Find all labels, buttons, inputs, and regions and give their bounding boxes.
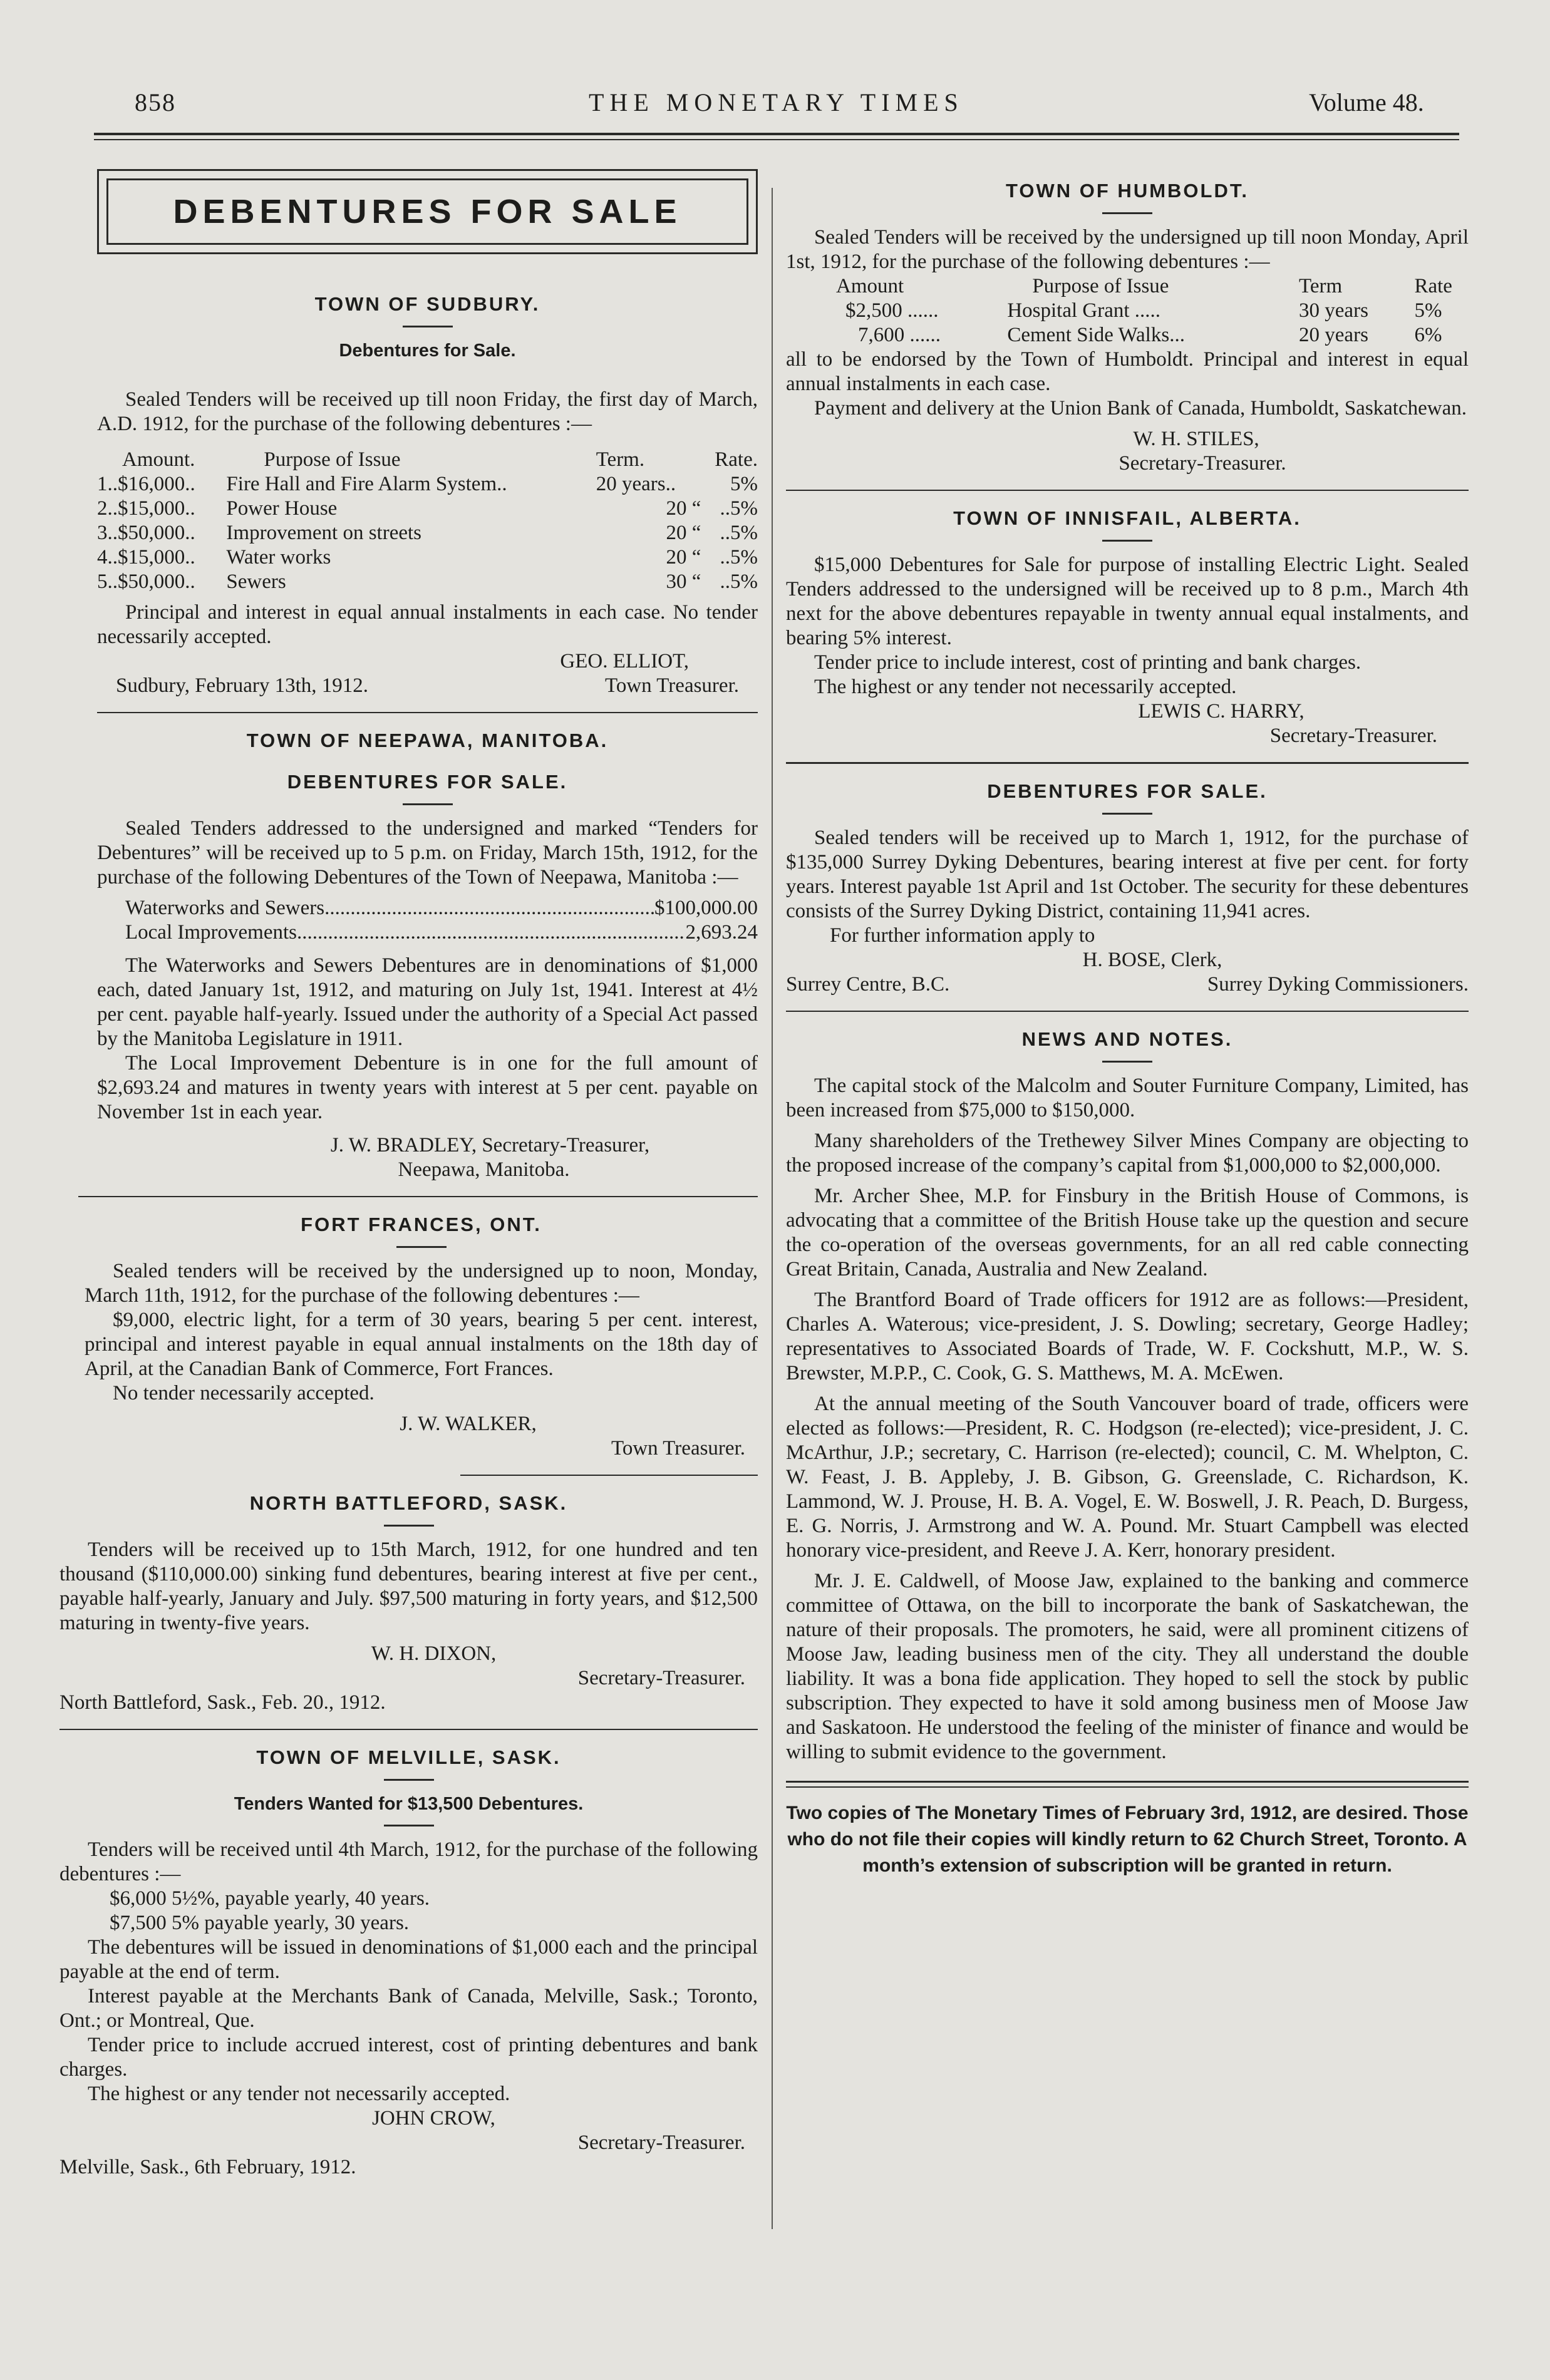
surrey-paragraph: For further information apply to bbox=[830, 924, 1095, 947]
section-divider bbox=[786, 1011, 1469, 1012]
north-battleford-title: NORTH BATTLEFORD, SASK. bbox=[249, 1492, 568, 1514]
row-rate: ..5% bbox=[720, 497, 758, 520]
innisfail-title: TOWN OF INNISFAIL, ALBERTA. bbox=[953, 507, 1301, 529]
innisfail-paragraph: $15,000 Debentures for Sale for purpose of installing Electric Light. Sealed Tenders addressed to the undersigned will be received up to 8 p.m., March 4th next for the above debentures repayable in twenty annual equal instalments, and bearing 5% interest. bbox=[786, 554, 1469, 649]
innisfail-notice bbox=[786, 506, 1469, 748]
short-rule bbox=[384, 1525, 434, 1527]
banner-title: DEBENTURES FOR SALE bbox=[173, 193, 682, 230]
short-rule bbox=[403, 803, 453, 805]
table-row bbox=[97, 545, 758, 570]
sudbury-footer bbox=[97, 674, 758, 698]
right-column bbox=[786, 178, 1469, 1898]
humboldt-paragraph: all to be endorsed by the Town of Humboldt. Principal and interest in equal annual instalments in each case. bbox=[786, 348, 1469, 395]
fort-frances-title: FORT FRANCES, ONT. bbox=[301, 1213, 542, 1235]
fort-frances-paragraph: $9,000, electric light, for a term of 30 years, bearing 5 per cent. interest, principal and interest payable in equal annual instalments on the 18th day of April, at the Canadian Bank of Commerce, Fort Frances. bbox=[85, 1309, 758, 1380]
neepawa-signer-place: Neepawa, Manitoba. bbox=[398, 1158, 570, 1181]
row-rate: 5% bbox=[730, 473, 758, 495]
row-rate: 5% bbox=[1414, 299, 1442, 322]
row-purpose: Power House bbox=[226, 497, 338, 520]
leader-dots bbox=[324, 896, 654, 920]
surrey-paragraph: Sealed tenders will be received up to March 1, 1912, for the purchase of $135,000 Surrey Dyking Debentures, bearing interest at five per cent. for forty years. Interest payable 1st April and 1st October. The security for these debentures consists of the Surrey Dyking District, containing 11,941 acres. bbox=[786, 827, 1469, 922]
short-rule bbox=[1102, 212, 1152, 214]
news-paragraph: Mr. J. E. Caldwell, of Moose Jaw, explained to the banking and commerce committee of Ottawa, on the bill to incorporate the bank of Saskatchewan, the nature of their proposals. The promoters, he said, were all prominent citizens of Moose Jaw, leading business men of the city. They all understand the double liability. It was a bona fide application. They hoped to sell the stock by public subscription. They expected to have it sold among business men of Moose Jaw and Saskatoon. He understood the feeling of the minister of finance and would be willing to submit evidence to the government. bbox=[786, 1570, 1469, 1763]
news-paragraph: Many shareholders of the Trethewey Silver Mines Company are objecting to the proposed increase of the company’s capital from $1,000,000 to $2,000,000. bbox=[786, 1130, 1469, 1177]
surrey-signer: H. BOSE, Clerk, bbox=[1082, 949, 1222, 971]
col-rate: Rate bbox=[1414, 275, 1452, 297]
north-battleford-place-date: North Battleford, Sask., Feb. 20., 1912. bbox=[59, 1691, 386, 1714]
north-battleford-signer: W. H. DIXON, bbox=[371, 1642, 497, 1665]
section-divider bbox=[460, 1475, 758, 1476]
fort-frances-notice bbox=[85, 1212, 758, 1461]
section-divider bbox=[78, 1196, 758, 1197]
col-purpose: Purpose of Issue bbox=[1032, 275, 1169, 297]
item-label: Local Improvements bbox=[125, 921, 297, 944]
row-term: 20 “ bbox=[666, 522, 701, 544]
neepawa-notice bbox=[97, 728, 758, 1182]
row-amount: 3..$50,000.. bbox=[97, 522, 195, 544]
col-amount: Amount bbox=[836, 275, 904, 297]
row-purpose: Cement Side Walks... bbox=[1007, 324, 1185, 346]
neepawa-signer: J. W. BRADLEY, Secretary-Treasurer, bbox=[330, 1134, 650, 1157]
table-header-row bbox=[97, 448, 758, 472]
melville-notice bbox=[59, 1745, 758, 2180]
humboldt-paragraph: Payment and delivery at the Union Bank of Canada, Humboldt, Saskatchewan. bbox=[814, 397, 1467, 420]
item-value: $100,000.00 bbox=[654, 897, 758, 919]
sudbury-table bbox=[97, 448, 758, 594]
col-purpose: Purpose of Issue bbox=[264, 448, 401, 471]
neepawa-subtitle: DEBENTURES FOR SALE. bbox=[287, 771, 568, 793]
row-purpose: Sewers bbox=[226, 570, 286, 593]
melville-paragraph: Interest payable at the Merchants Bank of Canada, Melville, Sask.; Toronto, Ont.; or Montreal, Que. bbox=[59, 1985, 758, 2032]
humboldt-signer: W. H. STILES, bbox=[1133, 428, 1259, 450]
fort-frances-signer: J. W. WALKER, bbox=[400, 1413, 537, 1435]
table-row bbox=[97, 497, 758, 521]
humboldt-notice bbox=[786, 178, 1469, 476]
neepawa-title: TOWN OF NEEPAWA, MANITOBA. bbox=[246, 729, 609, 751]
fort-frances-paragraph: No tender necessarily accepted. bbox=[113, 1382, 375, 1404]
section-divider bbox=[786, 1781, 1469, 1783]
item-value: 2,693.24 bbox=[685, 921, 758, 944]
sudbury-note: Principal and interest in equal annual instalments in each case. No tender necessarily accepted. bbox=[97, 601, 758, 648]
col-term: Term. bbox=[596, 448, 645, 471]
short-rule bbox=[1102, 540, 1152, 542]
melville-item: $6,000 5½%, payable yearly, 40 years. bbox=[110, 1887, 430, 1910]
innisfail-signer: LEWIS C. HARRY, bbox=[1138, 700, 1305, 723]
innisfail-paragraph: The highest or any tender not necessarily accepted. bbox=[814, 676, 1237, 698]
fort-frances-signer-title: Town Treasurer. bbox=[611, 1437, 745, 1460]
innisfail-signer-title: Secretary-Treasurer. bbox=[1269, 724, 1437, 747]
news-title: NEWS AND NOTES. bbox=[1021, 1028, 1233, 1050]
row-amount: 7,600 ...... bbox=[858, 324, 941, 346]
neepawa-intro: Sealed Tenders addressed to the undersigned and marked “Tenders for Debentures” will be received up to 5 p.m. on Friday, March 15th, 1912, for the purchase of the following Debentures of the Town of Neepawa, Manitoba :— bbox=[97, 817, 758, 889]
short-rule bbox=[403, 326, 453, 327]
row-amount: 1..$16,000.. bbox=[97, 473, 195, 495]
volume-label: Volume 48. bbox=[1309, 88, 1424, 116]
news-paragraph: Mr. Archer Shee, M.P. for Finsbury in the British House of Commons, is advocating that a committee of the British House take up the question and secure the co-operation of the overseas governments, for an all red cable connecting Great Britain, Canada, Australia and New Zealand. bbox=[786, 1185, 1469, 1280]
sudbury-subtitle: Debentures for Sale. bbox=[339, 341, 516, 361]
short-rule bbox=[1102, 813, 1152, 815]
row-amount: 2..$15,000.. bbox=[97, 497, 195, 520]
row-term: 20 “ bbox=[666, 497, 701, 520]
melville-item: $7,500 5% payable yearly, 30 years. bbox=[110, 1912, 410, 1934]
short-rule bbox=[384, 1779, 434, 1781]
row-term: 30 years bbox=[1299, 299, 1368, 322]
melville-paragraph: The debentures will be issued in denominations of $1,000 each and the principal payable at the end of term. bbox=[59, 1936, 758, 1983]
sudbury-notice bbox=[97, 292, 758, 698]
north-battleford-signer-title: Secretary-Treasurer. bbox=[577, 1667, 745, 1689]
row-rate: ..5% bbox=[720, 546, 758, 569]
section-divider-thin bbox=[786, 1786, 1469, 1788]
row-rate: 6% bbox=[1414, 324, 1442, 346]
table-row bbox=[786, 299, 1469, 323]
row-purpose: Water works bbox=[226, 546, 331, 569]
melville-signer: JOHN CROW, bbox=[372, 2107, 495, 2130]
short-rule bbox=[1102, 1061, 1152, 1063]
news-section bbox=[786, 1027, 1469, 1764]
sudbury-signer-title: Town Treasurer. bbox=[604, 674, 739, 697]
neepawa-paragraph: The Local Improvement Debenture is in one for the full amount of $2,693.24 and matures in twenty years with interest at 5 per cent. payable on November 1st in each year. bbox=[97, 1052, 758, 1123]
table-header-row bbox=[786, 274, 1469, 299]
surrey-signer-title: Surrey Dyking Commissioners. bbox=[1207, 973, 1469, 996]
item-label: Waterworks and Sewers bbox=[125, 897, 325, 919]
row-amount: 5..$50,000.. bbox=[97, 570, 195, 593]
subscription-notice: Two copies of The Monetary Times of February 3rd, 1912, are desired. Those who do not file their copies will kindly return to 62 Church Street, Toronto. A month’s extension of subscription will be granted in return. bbox=[786, 1803, 1469, 1876]
col-term: Term bbox=[1299, 275, 1343, 297]
table-row bbox=[97, 521, 758, 545]
sudbury-place-date: Sudbury, February 13th, 1912. bbox=[116, 674, 368, 697]
sudbury-signer: GEO. ELLIOT, bbox=[560, 650, 689, 672]
journal-title: THE MONETARY TIMES bbox=[589, 88, 964, 116]
header-rule bbox=[94, 133, 1459, 135]
humboldt-signer-title: Secretary-Treasurer. bbox=[1119, 452, 1286, 475]
melville-title: TOWN OF MELVILLE, SASK. bbox=[256, 1746, 561, 1768]
header-rule-thin bbox=[94, 139, 1459, 140]
row-purpose: Improvement on streets bbox=[226, 522, 422, 544]
section-divider bbox=[97, 712, 758, 713]
north-battleford-notice bbox=[59, 1491, 758, 1715]
surrey-title: DEBENTURES FOR SALE. bbox=[987, 780, 1268, 802]
surrey-notice bbox=[786, 779, 1469, 997]
row-term: 20 “ bbox=[666, 546, 701, 569]
news-paragraph: The capital stock of the Malcolm and Souter Furniture Company, Limited, has been increased from $75,000 to $150,000. bbox=[786, 1074, 1469, 1121]
col-amount: Amount. bbox=[122, 448, 195, 471]
melville-intro: Tenders will be received until 4th March, 1912, for the purchase of the following debentures :— bbox=[59, 1838, 758, 1885]
innisfail-paragraph: Tender price to include interest, cost of printing and bank charges. bbox=[814, 651, 1361, 674]
melville-paragraph: The highest or any tender not necessarily accepted. bbox=[88, 2083, 510, 2105]
row-purpose: Fire Hall and Fire Alarm System.. bbox=[226, 473, 507, 495]
row-amount: $2,500 ...... bbox=[845, 299, 939, 322]
row-rate: ..5% bbox=[720, 522, 758, 544]
row-amount: 4..$15,000.. bbox=[97, 546, 195, 569]
row-purpose: Hospital Grant ..... bbox=[1007, 299, 1161, 322]
sudbury-intro: Sealed Tenders will be received up till noon Friday, the first day of March, A.D. 1912, for the purchase of the following debentures :— bbox=[97, 388, 758, 435]
table-row bbox=[97, 570, 758, 594]
neepawa-item bbox=[97, 920, 758, 945]
leader-dots bbox=[297, 920, 686, 945]
row-term: 30 “ bbox=[666, 570, 701, 593]
north-battleford-intro: Tenders will be received up to 15th March, 1912, for one hundred and ten thousand ($110,000.00) sinking fund debentures, bearing interest at five per cent., payable half-yearly, January and July. $97,500 maturing in forty years, and $12,500 maturing in twenty-five years. bbox=[59, 1538, 758, 1634]
row-term: 20 years bbox=[1299, 324, 1368, 346]
short-rule bbox=[384, 1825, 434, 1826]
table-row bbox=[786, 323, 1469, 348]
section-divider bbox=[786, 490, 1469, 491]
fort-frances-intro: Sealed tenders will be received by the undersigned up to noon, Monday, March 11th, 1912, for the purchase of the following debentures :— bbox=[85, 1260, 758, 1307]
melville-place-date: Melville, Sask., 6th February, 1912. bbox=[59, 2156, 356, 2178]
table-row bbox=[97, 472, 758, 497]
humboldt-intro: Sealed Tenders will be received by the undersigned up till noon Monday, April 1st, 1912, for the purchase of the following debentures :— bbox=[786, 226, 1469, 273]
neepawa-item bbox=[97, 896, 758, 920]
news-paragraph: The Brantford Board of Trade officers for 1912 are as follows:—President, Charles A. Waterous; vice-president, J. S. Dowling; secretary, George Hadley; representatives to Associated Boards of Trade, W. F. Cockshutt, M.P., W. S. Brewster, M.P.P., C. Cook, G. S. Matthews, M. A. McEwen. bbox=[786, 1289, 1469, 1384]
melville-paragraph: Tender price to include accrued interest, cost of printing debentures and bank charges. bbox=[59, 2034, 758, 2081]
page-number: 858 bbox=[135, 88, 176, 116]
surrey-place: Surrey Centre, B.C. bbox=[786, 973, 950, 996]
melville-subtitle: Tenders Wanted for $13,500 Debentures. bbox=[234, 1794, 584, 1814]
banner-box bbox=[97, 169, 758, 254]
surrey-footer bbox=[786, 972, 1469, 997]
sudbury-title: TOWN OF SUDBURY. bbox=[314, 293, 540, 315]
row-rate: ..5% bbox=[720, 570, 758, 593]
banner-inner bbox=[106, 178, 748, 245]
news-paragraph: At the annual meeting of the South Vancouver board of trade, officers were elected as follows:—President, R. C. Hodgson (re-elected); vice-president, J. C. McArthur, J.P.; secretary, C. Harrison (re-elected); council, C. M. Whelpton, C. W. Feast, J. B. Appleby, J. B. Gibson, G. Greenslade, C. Richardson, K. Lammond, W. J. Prouse, H. B. A. Vogel, E. W. Boswell, J. R. Peach, D. Burgess, E. G. Norris, J. Armstrong and W. A. Pound. Mr. Stuart Campbell was elected honorary vice-president, and Reeve J. A. Kerr, honorary president. bbox=[786, 1393, 1469, 1562]
section-divider bbox=[786, 762, 1469, 764]
column-divider bbox=[772, 188, 773, 2229]
col-rate: Rate. bbox=[715, 448, 758, 471]
left-column bbox=[59, 169, 758, 2180]
melville-signer-title: Secretary-Treasurer. bbox=[577, 2131, 745, 2154]
short-rule bbox=[396, 1246, 447, 1248]
neepawa-paragraph: The Waterworks and Sewers Debentures are in denominations of $1,000 each, dated January 1st, 1912, and maturing on July 1st, 1941. Interest at 4½ per cent. payable half-yearly. Issued under the authority of a Special Act passed by the Manitoba Legislature in 1911. bbox=[97, 954, 758, 1050]
row-term: 20 years.. bbox=[596, 473, 676, 495]
section-divider bbox=[59, 1729, 758, 1730]
humboldt-table bbox=[786, 274, 1469, 348]
humboldt-title: TOWN OF HUMBOLDT. bbox=[1006, 180, 1249, 202]
